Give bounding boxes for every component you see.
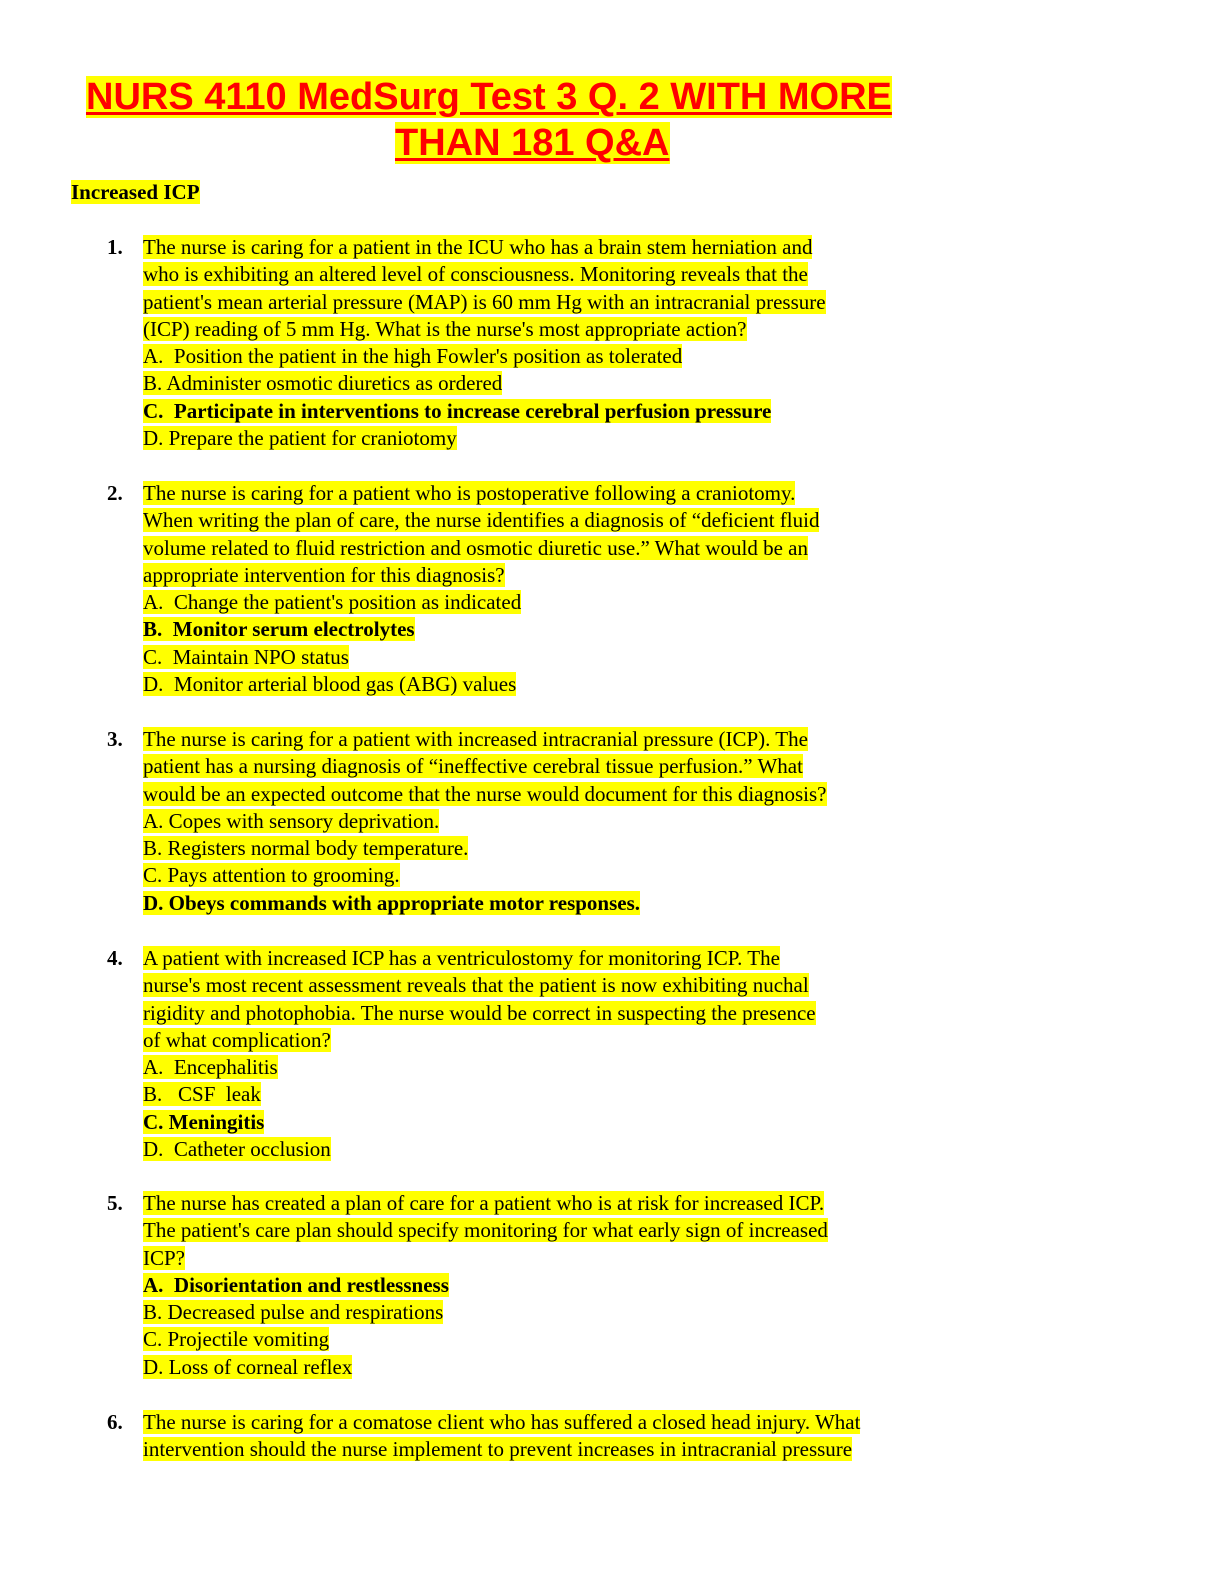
question-5 (107, 1190, 987, 1381)
answer-option: C. Maintain NPO status (143, 644, 349, 669)
answer-option: D. Monitor arterial blood gas (ABG) values (143, 672, 517, 697)
question-stem-line: volume related to fluid restriction and osmotic diuretic use.” What would be an (143, 535, 809, 560)
answer-option: C. Pays attention to grooming. (143, 863, 400, 888)
question-number: 3. (107, 727, 123, 751)
question-stem-line: patient has a nursing diagnosis of “ineffective cerebral tissue perfusion.” What (143, 754, 803, 779)
answer-option: A. Encephalitis (143, 1055, 278, 1080)
question-stem-line: The nurse has created a plan of care for a patient who is at risk for increased ICP. (143, 1191, 825, 1215)
question-number: 6. (107, 1410, 123, 1434)
answer-option-correct: C. Participate in interventions to increase cerebral perfusion pressure (143, 398, 772, 423)
question-stem-line: would be an expected outcome that the nurse would document for this diagnosis? (143, 781, 827, 806)
question-stem-line: (ICP) reading of 5 mm Hg. What is the nurse's most appropriate action? (143, 316, 747, 341)
question-6 (107, 1409, 987, 1464)
question-stem-line: ICP? (143, 1245, 185, 1270)
question-stem-line: The nurse is caring for a patient with increased intracranial pressure (ICP). The (143, 727, 808, 751)
answer-option: D. Catheter occlusion (143, 1137, 331, 1162)
question-stem-line: The nurse is caring for a patient in the ICU who has a brain stem herniation and (143, 235, 813, 259)
question-stem-line: A patient with increased ICP has a ventriculostomy for monitoring ICP. The (143, 946, 780, 970)
answer-option: A. Change the patient's position as indicated (143, 590, 522, 615)
answer-option-correct: D. Obeys commands with appropriate motor responses. (143, 890, 641, 915)
document-title-line-2: THAN 181 Q&A (395, 122, 670, 164)
question-stem-line: The nurse is caring for a comatose client who has suffered a closed head injury. What (143, 1410, 861, 1434)
answer-option: A. Position the patient in the high Fowler's position as tolerated (143, 344, 683, 369)
question-stem-line: rigidity and photophobia. The nurse would be correct in suspecting the presence (143, 1000, 816, 1025)
answer-option: B. Administer osmotic diuretics as ordered (143, 371, 503, 396)
answer-option: D. Loss of corneal reflex (143, 1354, 353, 1379)
question-4 (107, 945, 987, 1163)
question-stem-line: When writing the plan of care, the nurse identifies a diagnosis of “deficient fluid (143, 508, 820, 533)
question-stem-line: patient's mean arterial pressure (MAP) is 60 mm Hg with an intracranial pressure (143, 289, 826, 314)
question-stem-line: who is exhibiting an altered level of consciousness. Monitoring reveals that the (143, 262, 808, 287)
question-stem-line: The patient's care plan should specify monitoring for what early sign of increased (143, 1218, 828, 1243)
answer-option: A. Copes with sensory deprivation. (143, 808, 440, 833)
question-2 (107, 480, 987, 698)
answer-option-correct: C. Meningitis (143, 1109, 265, 1134)
question-stem-line: appropriate intervention for this diagnosis? (143, 562, 505, 587)
question-3 (107, 726, 987, 917)
answer-option: B. CSF leak (143, 1082, 261, 1107)
question-stem-line: nurse's most recent assessment reveals that the patient is now exhibiting nuchal (143, 973, 809, 998)
answer-option: D. Prepare the patient for craniotomy (143, 426, 457, 451)
document-title-line-1: NURS 4110 MedSurg Test 3 Q. 2 WITH MORE (86, 76, 892, 118)
answer-option-correct: A. Disorientation and restlessness (143, 1272, 449, 1297)
question-stem-line: intervention should the nurse implement to prevent increases in intracranial pressure (143, 1437, 853, 1462)
section-heading: Increased ICP (71, 180, 200, 204)
question-number: 5. (107, 1191, 123, 1215)
answer-option: B. Decreased pulse and respirations (143, 1300, 444, 1325)
question-number: 2. (107, 481, 123, 505)
question-stem-line: The nurse is caring for a patient who is postoperative following a craniotomy. (143, 481, 796, 505)
answer-option: C. Projectile vomiting (143, 1327, 330, 1352)
question-number: 1. (107, 235, 123, 259)
answer-option: B. Registers normal body temperature. (143, 836, 469, 861)
document-title (86, 74, 1030, 166)
question-stem-line: of what complication? (143, 1027, 331, 1052)
answer-option-correct: B. Monitor serum electrolytes (143, 617, 415, 642)
question-number: 4. (107, 946, 123, 970)
question-1 (107, 234, 987, 452)
